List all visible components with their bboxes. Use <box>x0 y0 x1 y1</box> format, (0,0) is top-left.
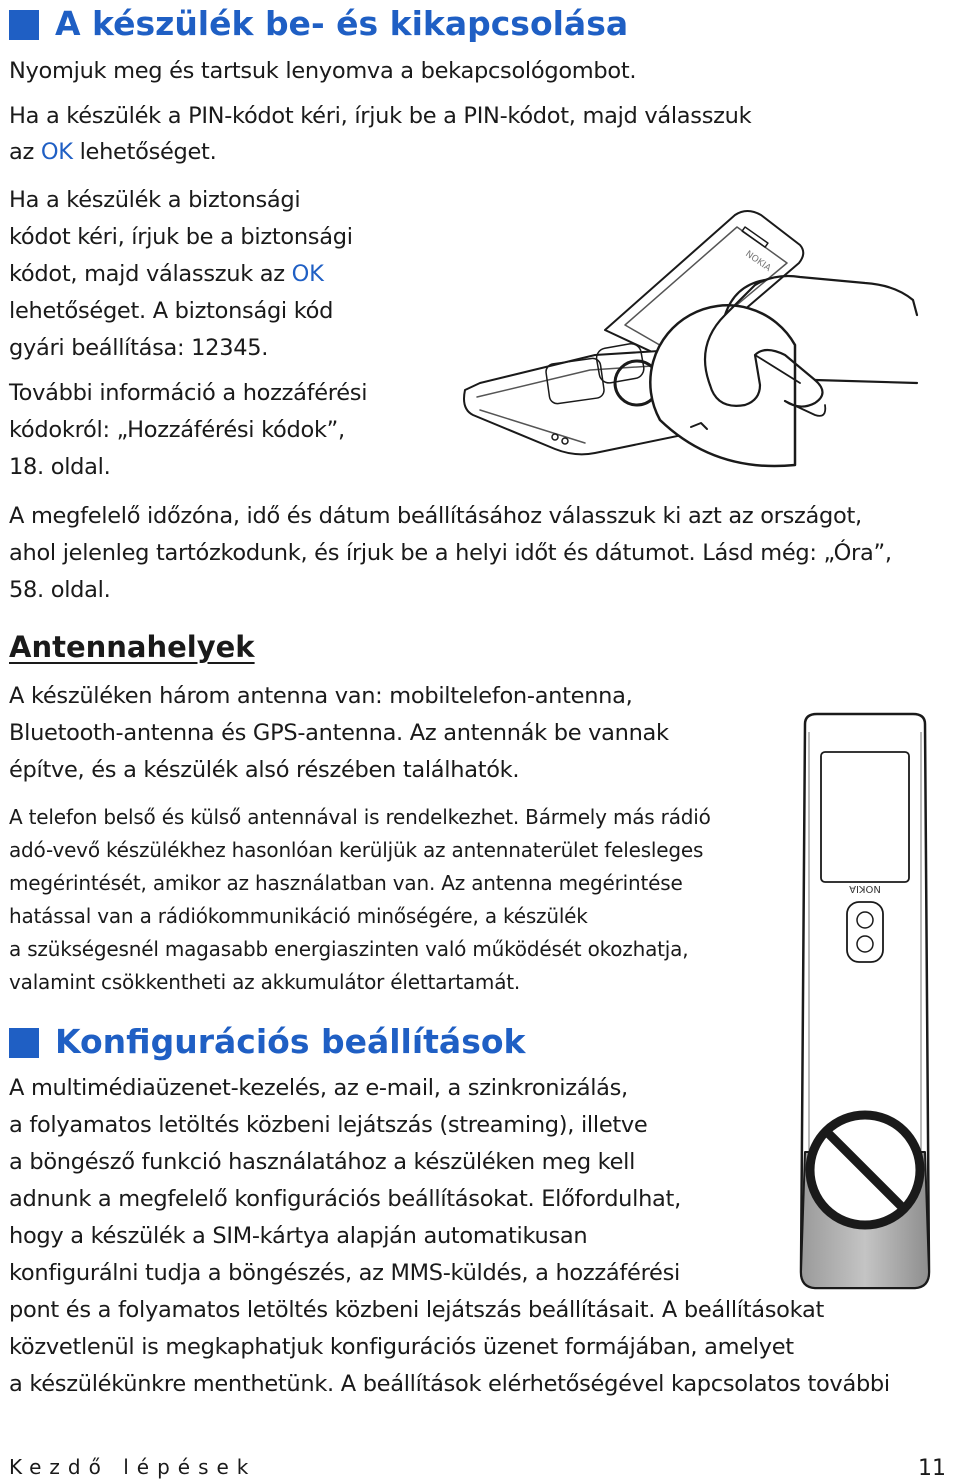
paragraph-line: A multimédiaüzenet-kezelés, az e-mail, a szinkronizálás, <box>9 1075 628 1101</box>
paragraph-line: Nyomjuk meg és tartsuk lenyomva a bekapcsológombot. <box>9 58 637 84</box>
page-number: 11 <box>918 1456 946 1481</box>
ok-keyword: OK <box>291 261 324 287</box>
paragraph-line: a folyamatos letöltés közbeni lejátszás (streaming), illetve <box>9 1112 648 1138</box>
section-heading-config: Konfigurációs beállítások <box>55 1022 526 1061</box>
text-fragment: az <box>9 139 41 165</box>
paragraph-line: pont és a folyamatos letöltés közbeni lejátszás beállításait. A beállításokat <box>9 1297 824 1323</box>
antenna-location-illustration <box>795 712 935 1292</box>
note-line: valamint csökkentheti az akkumulátor élettartamát. <box>9 970 521 994</box>
note-line: A telefon belső és külső antennával is rendelkezhet. Bármely más rádió <box>9 805 711 829</box>
paragraph-line: kódot kéri, írjuk be a biztonsági <box>9 224 353 250</box>
paragraph-line: konfigurálni tudja a böngészés, az MMS-küldés, a hozzáférési <box>9 1260 680 1286</box>
paragraph-line <box>9 139 216 165</box>
paragraph-line: A készüléken három antenna van: mobiltelefon-antenna, <box>9 683 633 709</box>
note-line: a szükségesnél magasabb energiaszinten való működését okozhatja, <box>9 937 689 961</box>
paragraph-line: Bluetooth-antenna és GPS-antenna. Az antennák be vannak <box>9 720 669 746</box>
paragraph-line: építve, és a készülék alsó részében találhatók. <box>9 757 520 783</box>
text-fragment: kódot, majd válasszuk az <box>9 261 292 287</box>
note-line: megérintését, amikor az használatban van. Az antenna megérintése <box>9 871 683 895</box>
prohibition-icon <box>810 1115 920 1225</box>
paragraph-line: Ha a készülék a biztonsági <box>9 187 301 213</box>
paragraph-line: 18. oldal. <box>9 454 111 480</box>
heading-bullet <box>9 1028 39 1058</box>
paragraph-line: kódokról: „Hozzáférési kódok”, <box>9 417 345 443</box>
paragraph-line: hogy a készülék a SIM-kártya alapján automatikusan <box>9 1223 588 1249</box>
section-heading-antennas: Antennahelyek <box>9 630 255 664</box>
paragraph-line: lehetőséget. A biztonsági kód <box>9 298 334 324</box>
paragraph-line: ahol jelenleg tartózkodunk, és írjuk be a helyi időt és dátumot. Lásd még: „Óra”, <box>9 540 892 566</box>
paragraph-line: gyári beállítása: 12345. <box>9 335 269 361</box>
note-line: hatással van a rádiókommunikáció minőségére, a készülék <box>9 904 588 928</box>
note-line: adó-vevő készülékhez hasonlóan kerüljük az antennaterület felesleges <box>9 838 704 862</box>
phone-power-illustration <box>455 205 920 480</box>
phone-brand-label: NOKIA <box>743 249 773 274</box>
ok-keyword: OK <box>40 139 73 165</box>
paragraph-line: További információ a hozzáférési <box>9 380 368 406</box>
paragraph-line: közvetlenül is megkaphatjuk konfigurációs üzenet formájában, amelyet <box>9 1334 794 1360</box>
paragraph-line: 58. oldal. <box>9 577 111 603</box>
text-fragment: lehetőséget. <box>72 139 217 165</box>
paragraph-line: adnunk a megfelelő konfigurációs beállításokat. Előfordulhat, <box>9 1186 681 1212</box>
section-heading-power: A készülék be- és kikapcsolása <box>55 4 629 43</box>
paragraph-line: Ha a készülék a PIN-kódot kéri, írjuk be a PIN-kódot, majd válasszuk <box>9 103 752 129</box>
paragraph-line: a készülékünkre menthetünk. A beállítások elérhetőségével kapcsolatos további <box>9 1371 890 1397</box>
paragraph-line <box>9 261 324 287</box>
footer-chapter: Kezdő lépések <box>9 1455 257 1479</box>
paragraph-line: A megfelelő időzóna, idő és dátum beállításához válasszuk ki azt az országot, <box>9 503 862 529</box>
heading-bullet <box>9 10 39 40</box>
phone-brand-label: NOKIA <box>849 883 881 894</box>
paragraph-line: a böngésző funkció használatához a készüléken meg kell <box>9 1149 636 1175</box>
